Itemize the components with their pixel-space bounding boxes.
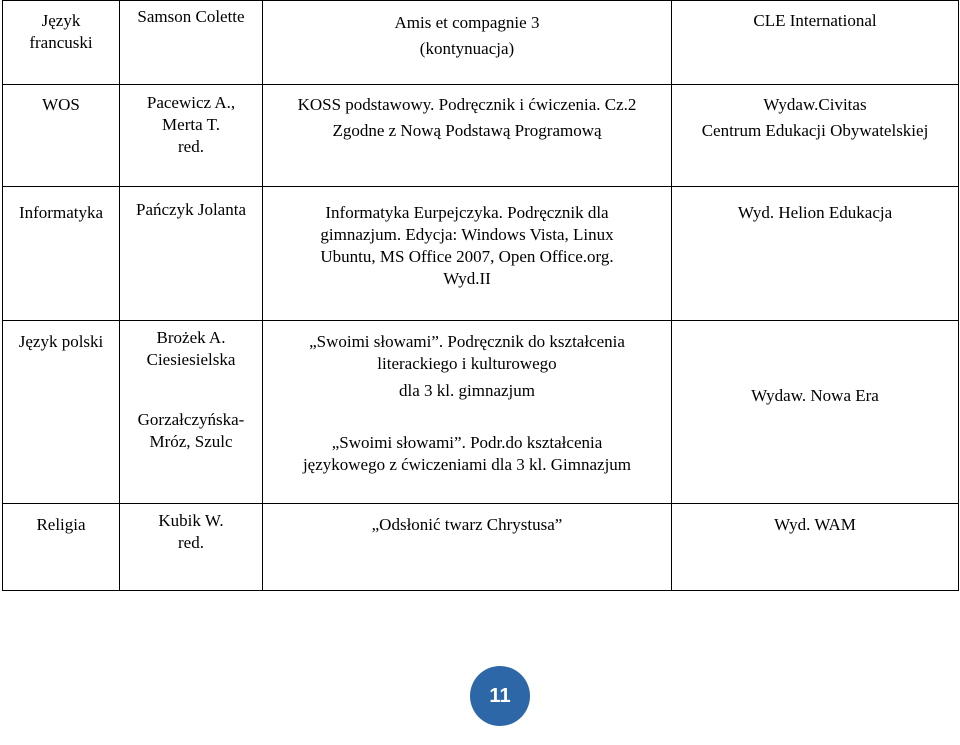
author-cell: Pacewicz A., Merta T. red. bbox=[120, 85, 263, 187]
author-cell: Pańczyk Jolanta bbox=[120, 187, 263, 321]
page-number-badge: 11 bbox=[470, 666, 530, 726]
author-cell: Kubik W. red. bbox=[120, 504, 263, 591]
subject-cell: Religia bbox=[3, 504, 120, 591]
table-row bbox=[3, 504, 959, 591]
textbook-table bbox=[2, 0, 959, 591]
subject-cell: Język polski bbox=[3, 321, 120, 504]
table-row bbox=[3, 187, 959, 321]
title-cell: Informatyka Eurpejczyka. Podręcznik dla gimnazjum. Edycja: Windows Vista, Linux Ubuntu, MS Office 2007, Open Office.org. Wyd.II bbox=[263, 187, 672, 321]
title-cell: „Odsłonić twarz Chrystusa” bbox=[263, 504, 672, 591]
subject-cell: WOS bbox=[3, 85, 120, 187]
publisher-cell: Wydaw. Nowa Era bbox=[672, 321, 959, 504]
subject-cell: Język francuski bbox=[3, 1, 120, 85]
title-cell: Amis et compagnie 3 (kontynuacja) bbox=[263, 1, 672, 85]
publisher-cell: Wydaw.Civitas Centrum Edukacji Obywatelskiej bbox=[672, 85, 959, 187]
table-row bbox=[3, 1, 959, 85]
title-cell: KOSS podstawowy. Podręcznik i ćwiczenia. Cz.2 Zgodne z Nową Podstawą Programową bbox=[263, 85, 672, 187]
table-row bbox=[3, 85, 959, 187]
publisher-cell: Wyd. WAM bbox=[672, 504, 959, 591]
publisher-cell: CLE International bbox=[672, 1, 959, 85]
title-cell: „Swoimi słowami”. Podręcznik do kształcenia literackiego i kulturowego dla 3 kl. gimnazjum „Swoimi słowami”. Podr.do kształcenia językowego z ćwiczeniami dla 3 kl. Gimnazjum bbox=[263, 321, 672, 504]
author-cell: Brożek A. Ciesiesielska Gorzałczyńska- Mróz, Szulc bbox=[120, 321, 263, 504]
table-row bbox=[3, 321, 959, 504]
subject-cell: Informatyka bbox=[3, 187, 120, 321]
author-cell: Samson Colette bbox=[120, 1, 263, 85]
publisher-cell: Wyd. Helion Edukacja bbox=[672, 187, 959, 321]
